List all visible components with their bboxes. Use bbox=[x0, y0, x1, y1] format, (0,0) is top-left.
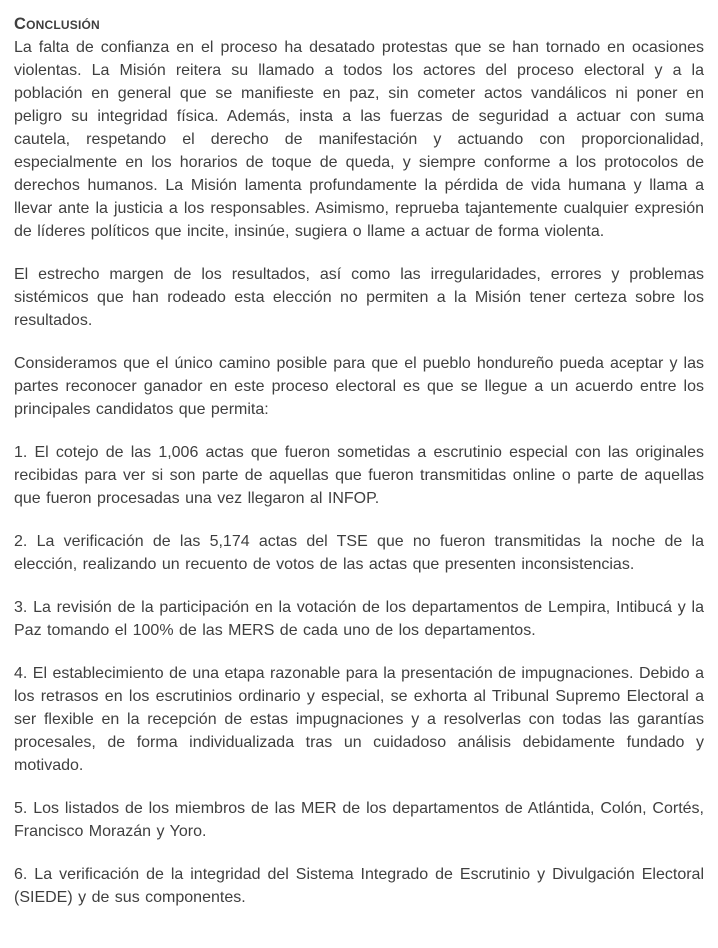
numbered-item-3: 3. La revisión de la participación en la votación de los departamentos de Lempira, Intibucá y la Paz tomando el 100% de las MERS de cada uno de los departamentos. bbox=[14, 599, 704, 639]
numbered-item-4: 4. El establecimiento de una etapa razonable para la presentación de impugnaciones. Debido a los retrasos en los escrutinios ordinario y especial, se exhorta al Tribunal Supremo Electoral a ser flexible en la recepción de estas impugnaciones y a resolverlas con todas las garantías procesales, de forma individualizada tras un cuidadoso análisis debidamente fundado y motivado. bbox=[14, 665, 704, 774]
numbered-item-1: 1. El cotejo de las 1,006 actas que fueron sometidas a escrutinio especial con las originales recibidas para ver si son parte de aquellas que fueron transmitidas online o parte de aquellas que fueron procesadas una vez llegaron al INFOP. bbox=[14, 444, 704, 507]
paragraph-protests: La falta de confianza en el proceso ha desatado protestas que se han tornado en ocasiones violentas. La Misión reitera su llamado a todos los actores del proceso electoral y a la población en general que se manifieste en paz, sin cometer actos vandálicos ni poner en peligro su integridad física. Además, insta a las fuerzas de seguridad a actuar con suma cautela, respetando el derecho de manifestación y actuando con proporcionalidad, especialmente en los horarios de toque de queda, y siempre conforme a los protocolos de derechos humanos. La Misión lamenta profundamente la pérdida de vida humana y llama a llevar ante la justicia a los responsables. Asimismo, reprueba tajantemente cualquier expresión de líderes políticos que incite, insinúe, sugiera o llame a actuar de forma violenta. bbox=[14, 39, 704, 240]
numbered-item-6: 6. La verificación de la integridad del Sistema Integrado de Escrutinio y Divulgación Electoral (SIEDE) y de sus componentes. bbox=[14, 866, 704, 906]
paragraph-agreement-intro: Consideramos que el único camino posible para que el pueblo hondureño pueda aceptar y las partes reconocer ganador en este proceso electoral es que se llegue a un acuerdo entre los principales candidatos que permita: bbox=[14, 355, 704, 418]
numbered-item-2: 2. La verificación de las 5,174 actas del TSE que no fueron transmitidas la noche de la elección, realizando un recuento de votos de las actas que presenten inconsistencias. bbox=[14, 533, 704, 573]
paragraph-results-margin: El estrecho margen de los resultados, así como las irregularidades, errores y problemas sistémicos que han rodeado esta elección no permiten a la Misión tener certeza sobre los resultados. bbox=[14, 266, 704, 329]
numbered-item-5: 5. Los listados de los miembros de las MER de los departamentos de Atlántida, Colón, Cortés, Francisco Morazán y Yoro. bbox=[14, 800, 704, 840]
section-heading: Conclusión bbox=[14, 15, 100, 33]
